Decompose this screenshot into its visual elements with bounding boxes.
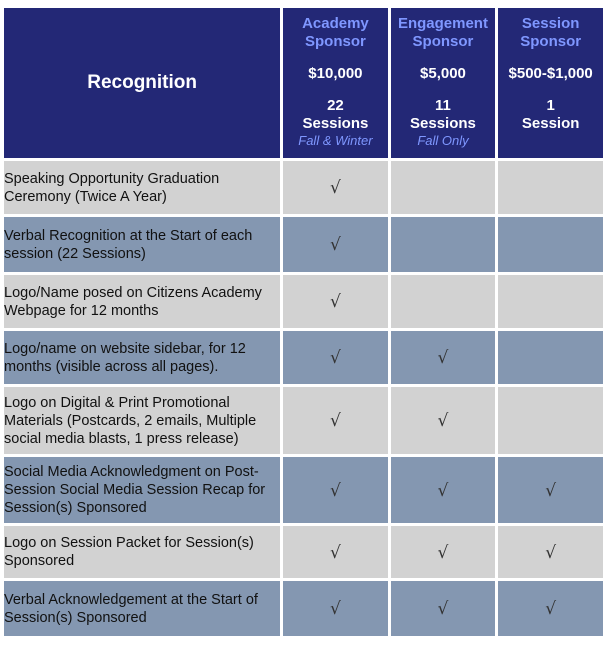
- tier-title-line1: Engagement: [397, 15, 488, 32]
- tier-count-number: 1: [546, 97, 555, 114]
- benefit-label-line: Materials (Postcards, 2 emails, Multiple: [4, 412, 257, 429]
- benefit-label: [4, 387, 280, 454]
- header-row: [4, 8, 603, 158]
- tier-price: $500-$1,000: [508, 65, 593, 82]
- tier-price: $10,000: [308, 65, 363, 82]
- check-mark-icon: √: [330, 292, 341, 312]
- tier-count-unit: Sessions: [302, 115, 369, 132]
- benefit-label-line: months (visible across all pages).: [4, 358, 219, 375]
- benefit-label: [4, 581, 280, 636]
- cell-engagement: [391, 275, 496, 328]
- benefit-label-line: Sponsored: [4, 553, 75, 569]
- table-row: [4, 217, 603, 272]
- benefit-label: [4, 526, 280, 578]
- tier-session-count: [283, 97, 387, 133]
- cell-engagement: [391, 526, 496, 578]
- cell-academy: [283, 161, 387, 214]
- cell-engagement: [391, 387, 496, 454]
- check-mark-icon: √: [330, 235, 341, 255]
- check-mark-icon: √: [330, 480, 341, 501]
- benefit-label-line: Session Social Media Session Recap for: [4, 482, 266, 498]
- check-mark-icon: √: [330, 178, 341, 198]
- benefit-label-line: Session(s) Sponsored: [4, 609, 147, 626]
- benefit-label-line: Ceremony (Twice A Year): [4, 188, 167, 205]
- check-mark-icon: √: [437, 411, 449, 431]
- check-mark-icon: √: [330, 542, 341, 563]
- benefit-label: [4, 217, 280, 272]
- tier-count-unit: Session: [521, 115, 580, 132]
- tier-title-line1: Academy: [302, 15, 369, 32]
- check-mark-icon: √: [330, 348, 341, 368]
- tier-count-number: 11: [435, 97, 451, 114]
- tier-header-engagement: [391, 8, 496, 158]
- check-mark-icon: √: [330, 599, 341, 619]
- benefit-label-line: Session(s) Sponsored: [4, 500, 147, 516]
- tier-session-count: [498, 97, 603, 133]
- sponsorship-table: [1, 5, 606, 639]
- check-mark-icon: √: [330, 411, 341, 431]
- benefit-label-line: Verbal Recognition at the Start of each: [4, 227, 253, 244]
- table-row: [4, 331, 603, 384]
- recognition-header: Recognition: [4, 8, 280, 158]
- tier-title: [283, 15, 387, 51]
- check-mark-icon: √: [545, 542, 557, 563]
- benefit-label-line: Webpage for 12 months: [4, 302, 159, 319]
- cell-session: [498, 387, 603, 454]
- benefit-label-line: Logo on Session Packet for Session(s): [4, 535, 254, 551]
- cell-session: [498, 457, 603, 523]
- tier-title-line2: Sponsor: [305, 33, 366, 50]
- tier-count-number: 22: [327, 97, 344, 114]
- check-mark-icon: √: [437, 480, 449, 501]
- table-row: [4, 526, 603, 578]
- check-mark-icon: √: [545, 480, 557, 501]
- benefit-label-line: Logo/Name posed on Citizens Academy: [4, 284, 262, 301]
- tier-count-unit: Sessions: [410, 115, 476, 132]
- cell-academy: [283, 526, 387, 578]
- check-mark-icon: √: [545, 599, 557, 619]
- table-row: [4, 161, 603, 214]
- tier-title-line2: Sponsor: [520, 33, 582, 50]
- cell-engagement: [391, 581, 496, 636]
- cell-academy: [283, 275, 387, 328]
- table-row: [4, 387, 603, 454]
- cell-session: [498, 331, 603, 384]
- table-row: [4, 457, 603, 523]
- benefit-label-line: Social Media Acknowledgment on Post-: [4, 464, 259, 480]
- benefit-label: [4, 457, 280, 523]
- cell-session: [498, 526, 603, 578]
- check-mark-icon: √: [437, 348, 449, 368]
- benefit-label-line: session (22 Sessions): [4, 245, 146, 262]
- check-mark-icon: √: [437, 542, 449, 563]
- cell-session: [498, 161, 603, 214]
- cell-academy: [283, 457, 387, 523]
- cell-academy: [283, 217, 387, 272]
- cell-engagement: [391, 331, 496, 384]
- benefit-label-line: Logo/name on website sidebar, for 12: [4, 340, 246, 357]
- benefit-label-line: social media blasts, 1 press release): [4, 430, 239, 447]
- cell-academy: [283, 331, 387, 384]
- benefit-label: [4, 161, 280, 214]
- cell-engagement: [391, 457, 496, 523]
- tier-season: Fall & Winter: [298, 133, 373, 148]
- tier-price: $5,000: [420, 65, 466, 82]
- benefit-label-line: Verbal Acknowledgement at the Start of: [4, 591, 258, 608]
- cell-session: [498, 581, 603, 636]
- tier-header-session: [498, 8, 603, 158]
- cell-engagement: [391, 161, 496, 214]
- cell-session: [498, 275, 603, 328]
- cell-session: [498, 217, 603, 272]
- table-row: [4, 275, 603, 328]
- tier-season: Fall Only: [417, 133, 469, 148]
- tier-title: [391, 15, 496, 51]
- tier-title-line1: Session: [521, 15, 580, 32]
- benefit-label: [4, 275, 280, 328]
- table-row: [4, 581, 603, 636]
- benefit-label-line: Logo on Digital & Print Promotional: [4, 394, 230, 411]
- check-mark-icon: √: [437, 599, 449, 619]
- cell-academy: [283, 387, 387, 454]
- tier-header-academy: [283, 8, 387, 158]
- tier-session-count: [391, 97, 496, 133]
- benefit-label-line: Speaking Opportunity Graduation: [4, 170, 220, 187]
- cell-academy: [283, 581, 387, 636]
- tier-title-line2: Sponsor: [412, 33, 474, 50]
- benefit-label: [4, 331, 280, 384]
- cell-engagement: [391, 217, 496, 272]
- benefits-body: [4, 161, 603, 636]
- tier-title: [498, 15, 603, 51]
